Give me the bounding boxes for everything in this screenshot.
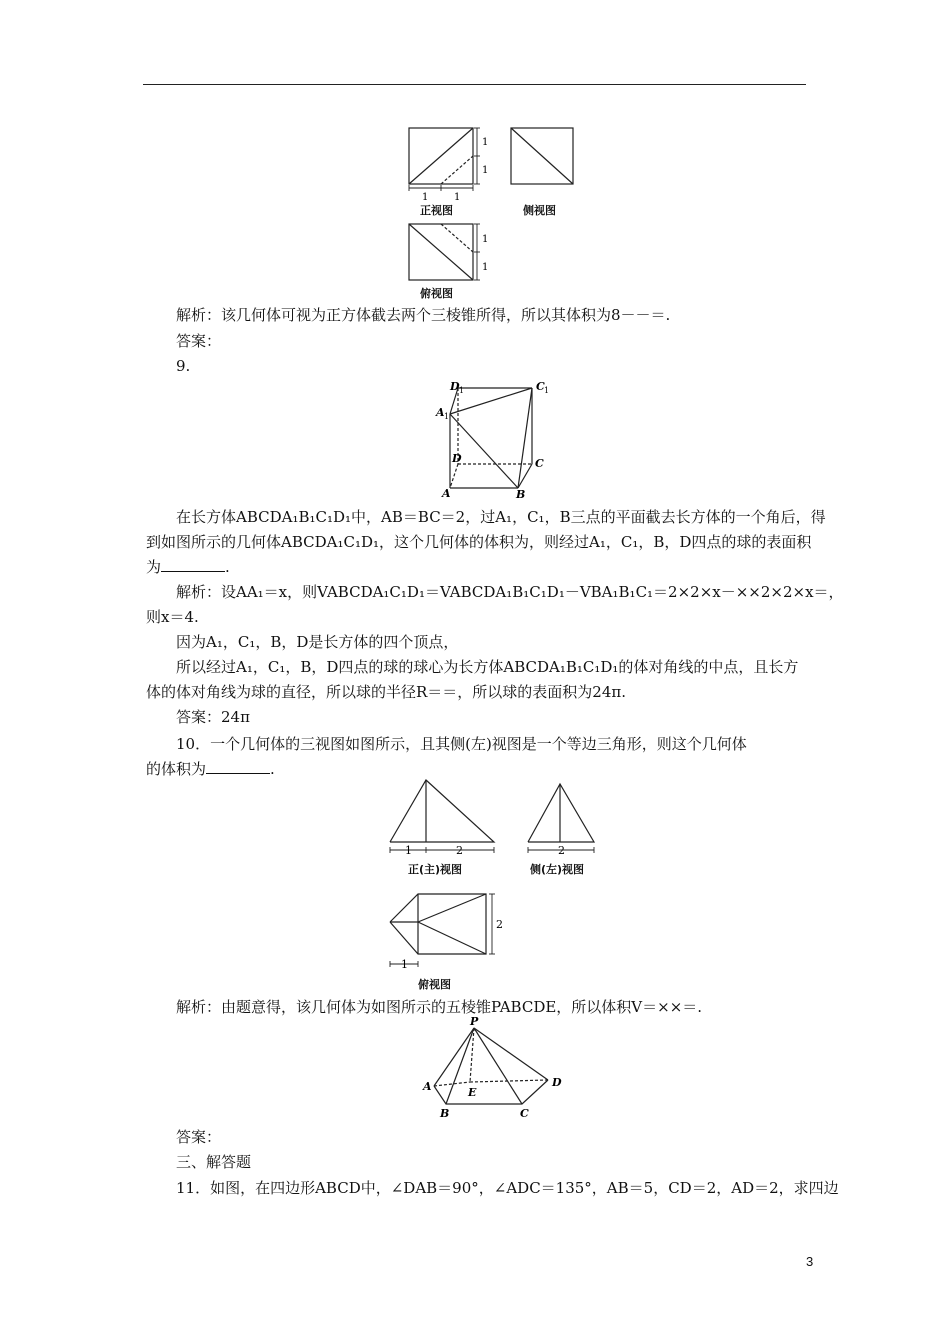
dim-label-1d: 1 [454, 192, 461, 203]
caption-side-view: 侧视图 [523, 204, 556, 217]
label-pE: E [468, 1086, 477, 1099]
line-problem-9-c: 为 . [146, 558, 230, 576]
line-problem-9-c-text: 为 [146, 558, 162, 576]
line-problem-11: 11．如图，在四边形ABCD中，∠DAB＝90°，∠ADC＝135°，AB＝5，CD＝2，AD＝2，求四边 [176, 1179, 839, 1197]
dim-front-2: 2 [456, 844, 463, 857]
line-analysis-10: 解析：由题意得，该几何体为如图所示的五棱锥PABCDE，所以体积V＝××＝. [176, 998, 703, 1016]
label-B: B [516, 488, 526, 500]
line-analysis-9-c: 因为A₁，C₁，B，D是长方体的四个顶点， [176, 633, 459, 651]
label-pA: A [423, 1080, 432, 1093]
line-section-header: 三、解答题 [176, 1153, 252, 1171]
line-problem-10-b-text: 的体积为 [146, 760, 207, 778]
line-analysis-8: 解析：该几何体可视为正方体截去两个三棱锥所得，所以其体积为8－－＝. [176, 306, 671, 324]
dim-top-1: 1 [401, 958, 408, 971]
line-problem-9-b: 到如图所示的几何体ABCDA₁C₁D₁，这个几何体的体积为，则经过A₁，C₁，B，D四点的球的表面积 [146, 533, 812, 551]
three-view-figure-2 [384, 778, 614, 978]
label-D1-sub: 1 [459, 386, 465, 395]
line-answer-8: 答案： [176, 332, 222, 350]
label-A: A [442, 487, 451, 500]
answer-blank-10[interactable] [206, 772, 270, 774]
line-problem-10-b-end: . [270, 760, 275, 778]
line-analysis-9-d: 所以经过A₁，C₁，B，D四点的球的球心为长方体ABCDA₁B₁C₁D₁的体对角线的中点，且长方 [176, 658, 799, 676]
header-rule [143, 84, 806, 85]
caption-top-view: 俯视图 [420, 287, 453, 300]
line-problem-10-b [146, 756, 275, 782]
label-pB: B [440, 1107, 450, 1120]
dim-side-2: 2 [558, 844, 565, 857]
cuboid-figure [430, 376, 560, 500]
label-A1: A [436, 406, 445, 419]
label-D: D [452, 452, 462, 465]
answer-blank-9[interactable] [161, 570, 225, 572]
caption-front-view: 正视图 [420, 204, 453, 217]
line-analysis-9-a: 解析：设AA₁＝x，则VABCDA₁C₁D₁＝VABCDA₁B₁C₁D₁－VBA₁B₁C₁＝2×2×x－××2×2×x＝， [176, 583, 844, 601]
line-answer-10: 答案： [176, 1128, 222, 1146]
label-P: P [470, 1016, 479, 1028]
label-A1-sub: 1 [444, 412, 450, 421]
dim-top-2: 2 [496, 918, 503, 931]
line-problem-10-a: 10．一个几何体的三视图如图所示，且其侧(左)视图是一个等边三角形，则这个几何体 [176, 735, 747, 753]
dim-label-1e: 1 [482, 234, 489, 245]
caption-front-view-2: 正(主)视图 [408, 863, 463, 876]
line-analysis-9-e: 体的体对角线为球的直径，所以球的半径R＝＝，所以球的表面积为24π. [146, 683, 627, 701]
line-problem-9-a: 在长方体ABCDA₁B₁C₁D₁中，AB＝BC＝2，过A₁，C₁，B三点的平面截去长方体的一个角后，得 [176, 508, 826, 526]
page-number: 3 [806, 1254, 814, 1269]
caption-side-view-2: 侧(左)视图 [530, 863, 585, 876]
label-pC: C [520, 1107, 529, 1120]
line-problem-9-number: 9. [176, 357, 191, 375]
dim-label-1b: 1 [482, 165, 489, 176]
label-C1-sub: 1 [544, 386, 550, 395]
dim-label-1a: 1 [482, 137, 489, 148]
label-D1: D [450, 380, 460, 393]
dim-label-1f: 1 [482, 262, 489, 273]
label-pD: D [552, 1076, 562, 1089]
label-C1: C [536, 380, 545, 393]
caption-top-view-2: 俯视图 [418, 978, 451, 991]
label-C: C [535, 457, 544, 470]
dim-label-1c: 1 [422, 192, 429, 203]
line-answer-9: 答案：24π [176, 708, 250, 726]
line-analysis-9-b: 则x＝4. [146, 608, 199, 626]
dim-front-1: 1 [405, 844, 412, 857]
pyramid-figure [418, 1016, 568, 1126]
